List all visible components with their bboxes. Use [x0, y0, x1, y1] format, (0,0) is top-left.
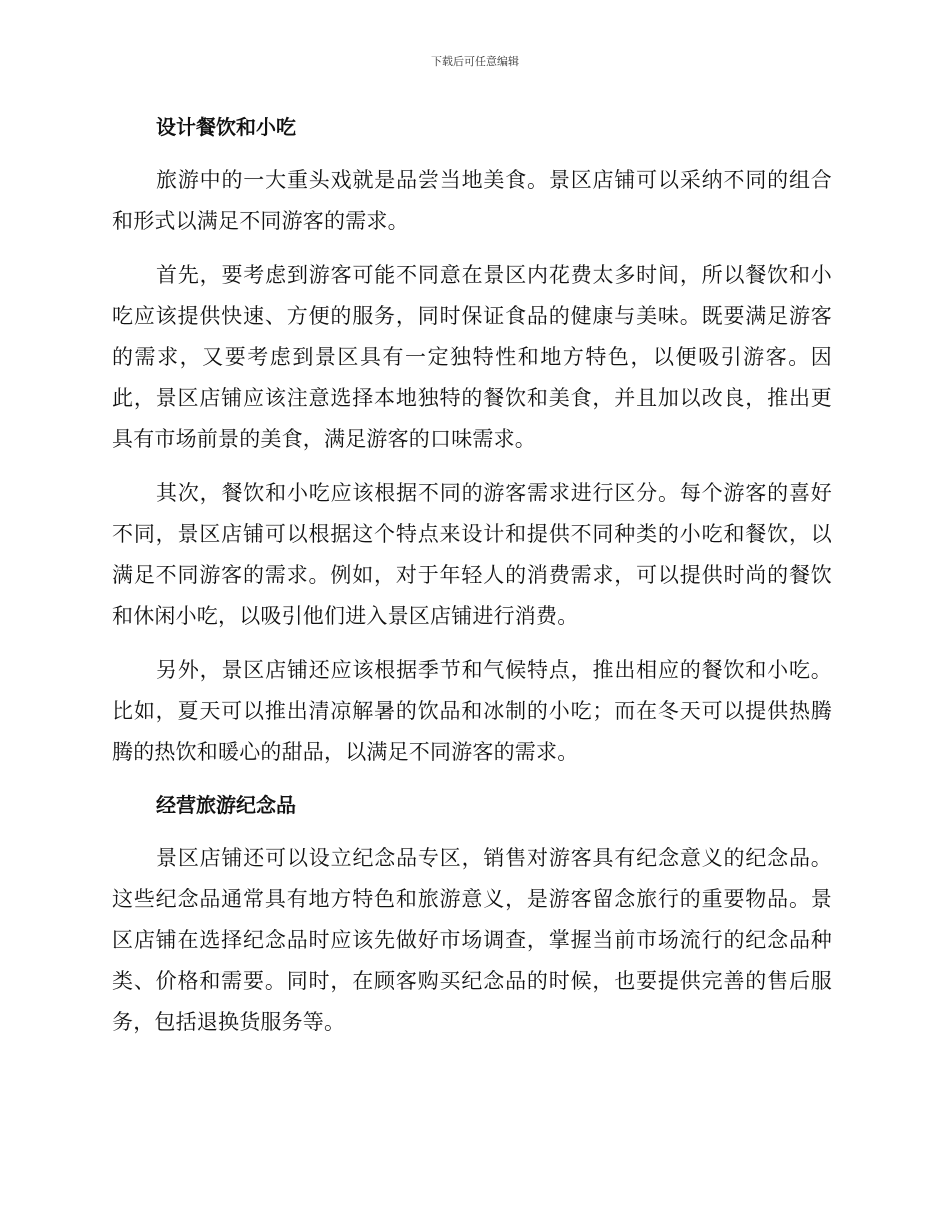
spacer	[112, 242, 832, 255]
paragraph: 首先，要考虑到游客可能不同意在景区内花费太多时间，所以餐饮和小吃应该提供快速、方便的服务，同时保证食品的健康与美味。既要满足游客的需求，又要考虑到景区具有一定独特性和地方特色，以便吸引游客。因此，景区店铺应该注意选择本地独特的餐饮和美食，并且加以改良，推出更具有市场前景的美食，满足游客的口味需求。	[112, 263, 832, 451]
document-body	[112, 108, 832, 1043]
spacer	[112, 460, 832, 473]
section-heading: 经营旅游纪念品	[156, 793, 296, 817]
paragraph: 其次，餐饮和小吃应该根据不同的游客需求进行区分。每个游客的喜好不同，景区店铺可以根据这个特点来设计和提供不同种类的小吃和餐饮，以满足不同游客的需求。例如，对于年轻人的消费需求，可以提供时尚的餐饮和休闲小吃，以吸引他们进入景区店铺进行消费。	[112, 481, 832, 628]
spacer	[112, 146, 832, 160]
spacer	[112, 773, 832, 786]
paragraph: 景区店铺还可以设立纪念品专区，销售对游客具有纪念意义的纪念品。这些纪念品通常具有地方特色和旅游意义，是游客留念旅行的重要物品。景区店铺在选择纪念品时应该先做好市场调查，掌握当前市场流行的纪念品种类、价格和需要。同时，在顾客购买纪念品的时候，也要提供完善的售后服务，包括退换货服务等。	[112, 846, 832, 1034]
paragraph: 另外，景区店铺还应该根据季节和气候特点，推出相应的餐饮和小吃。比如，夏天可以推出清凉解暑的饮品和冰制的小吃；而在冬天可以提供热腾腾的热饮和暖心的甜品，以满足不同游客的需求。	[112, 658, 832, 764]
section-heading: 设计餐饮和小吃	[156, 115, 296, 139]
spacer	[112, 637, 832, 650]
paragraph: 旅游中的一大重头戏就是品尝当地美食。景区店铺可以采纳不同的组合和形式以满足不同游客的需求。	[112, 168, 832, 233]
spacer	[112, 824, 832, 838]
page-header-note: 下载后可任意编辑	[431, 55, 519, 68]
